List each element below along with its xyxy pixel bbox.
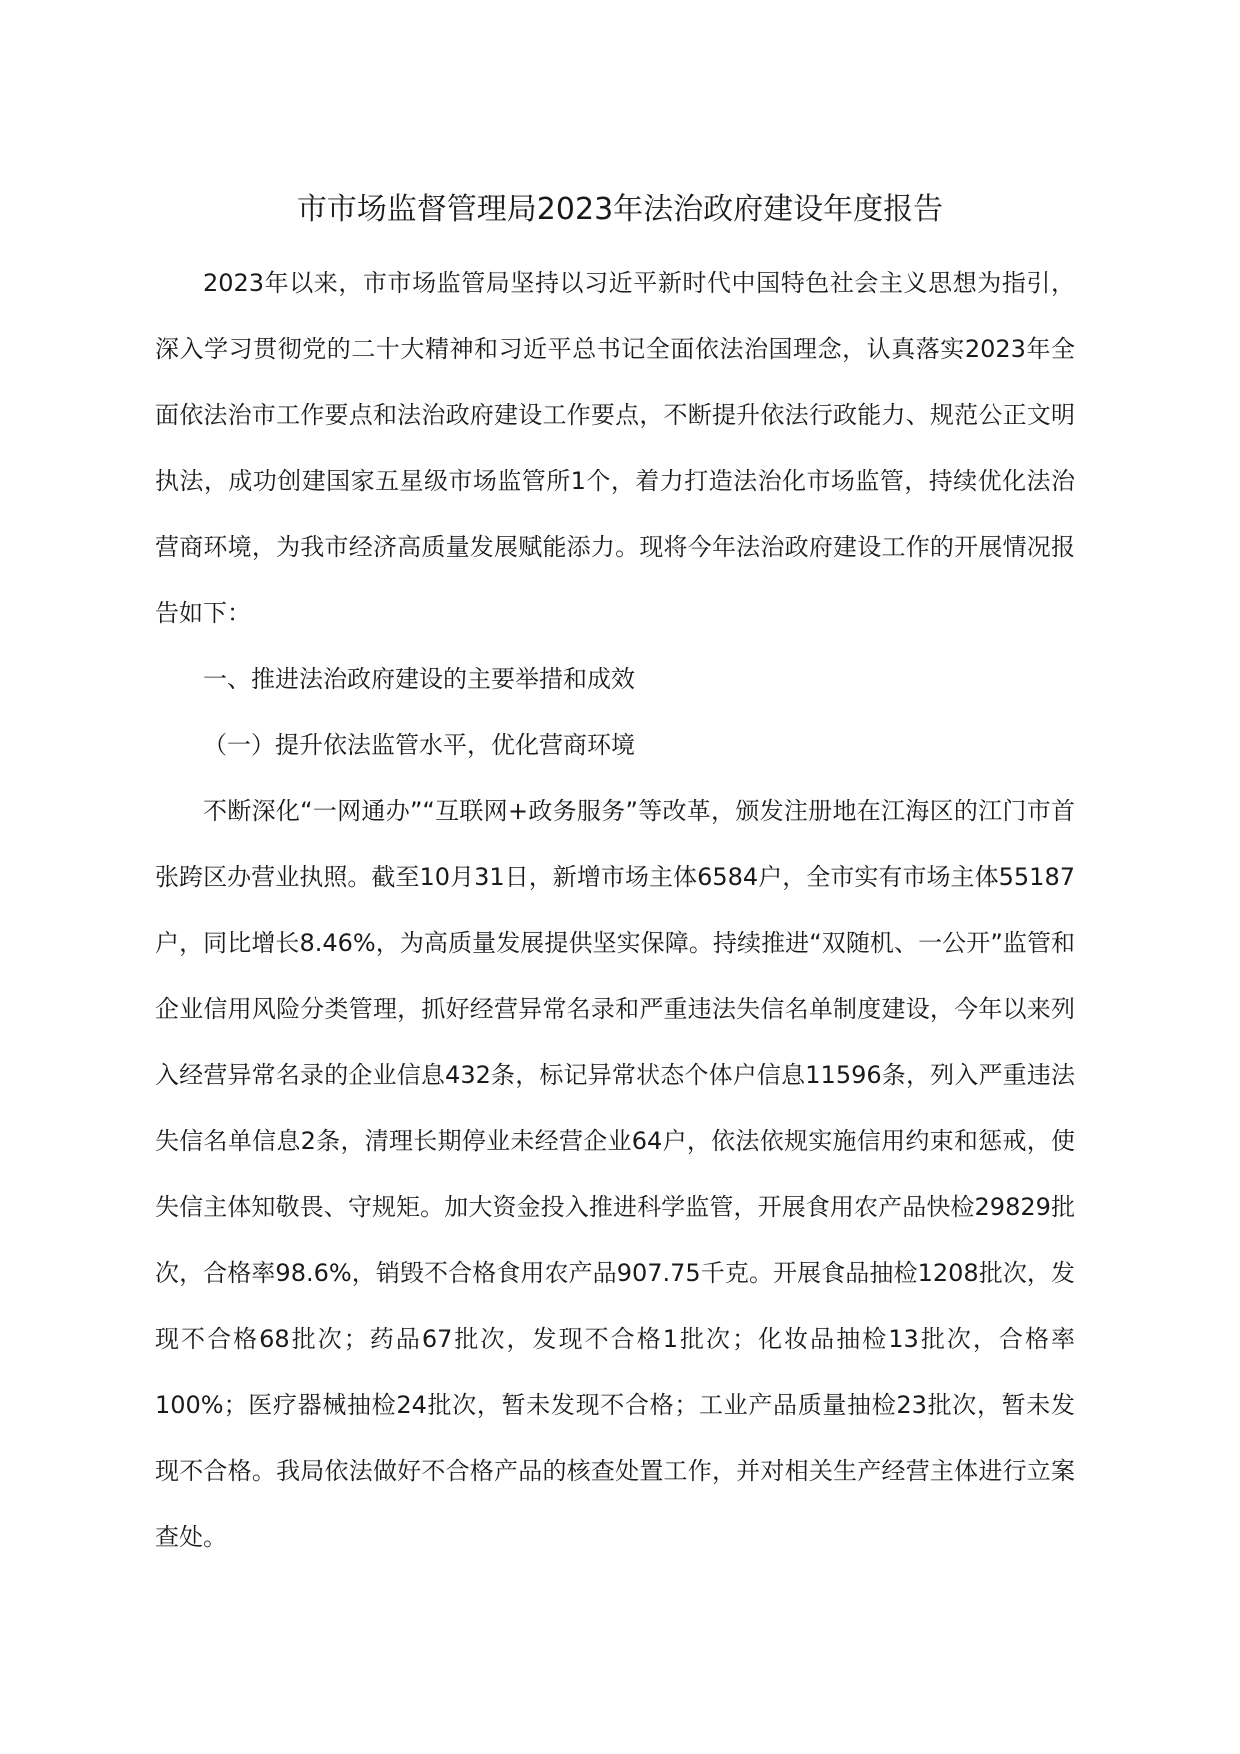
- subsection-paragraph: 不断深化“一网通办”“互联网+政务服务”等改革，颁发注册地在江海区的江门市首张跨区办营业执照。截至10月31日，新增市场主体6584户，全市实有市场主体55187户，同比增长8.46%，为高质量发展提供坚实保障。持续推进“双随机、一公开”监管和企业信用风险分类管理，抓好经营异常名录和严重违法失信名单制度建设，今年以来列入经营异常名录的企业信息432条，标记异常状态个体户信息11596条，列入严重违法失信名单信息2条，清理长期停业未经营企业64户，依法依规实施信用约束和惩戒，使失信主体知敬畏、守规矩。加大资金投入推进科学监管，开展食用农产品快检29829批次，合格率98.6%，销毁不合格食用农产品907.75千克。开展食品抽检1208批次，发现不合格68批次；药品67批次，发现不合格1批次；化妆品抽检13批次，合格率100%；医疗器械抽检24批次，暂未发现不合格；工业产品质量抽检23批次，暂未发现不合格。我局依法做好不合格产品的核查处置工作，并对相关生产经营主体进行立案查处。: [155, 797, 1075, 1551]
- section-heading: 一、推进法治政府建设的主要举措和成效: [203, 665, 635, 693]
- document-body: [155, 250, 1075, 1570]
- subsection-heading: （一）提升依法监管水平，优化营商环境: [203, 731, 635, 759]
- intro-paragraph: 2023年以来，市市场监管局坚持以习近平新时代中国特色社会主义思想为指引，深入学习贯彻党的二十大精神和习近平总书记全面依法治国理念，认真落实2023年全面依法治市工作要点和法治政府建设工作要点，不断提升依法行政能力、规范公正文明执法，成功创建国家五星级市场监管所1个，着力打造法治化市场监管，持续优化法治营商环境，为我市经济高质量发展赋能添力。现将今年法治政府建设工作的开展情况报告如下：: [155, 269, 1075, 627]
- document-title: 市市场监督管理局2023年法治政府建设年度报告: [296, 192, 944, 227]
